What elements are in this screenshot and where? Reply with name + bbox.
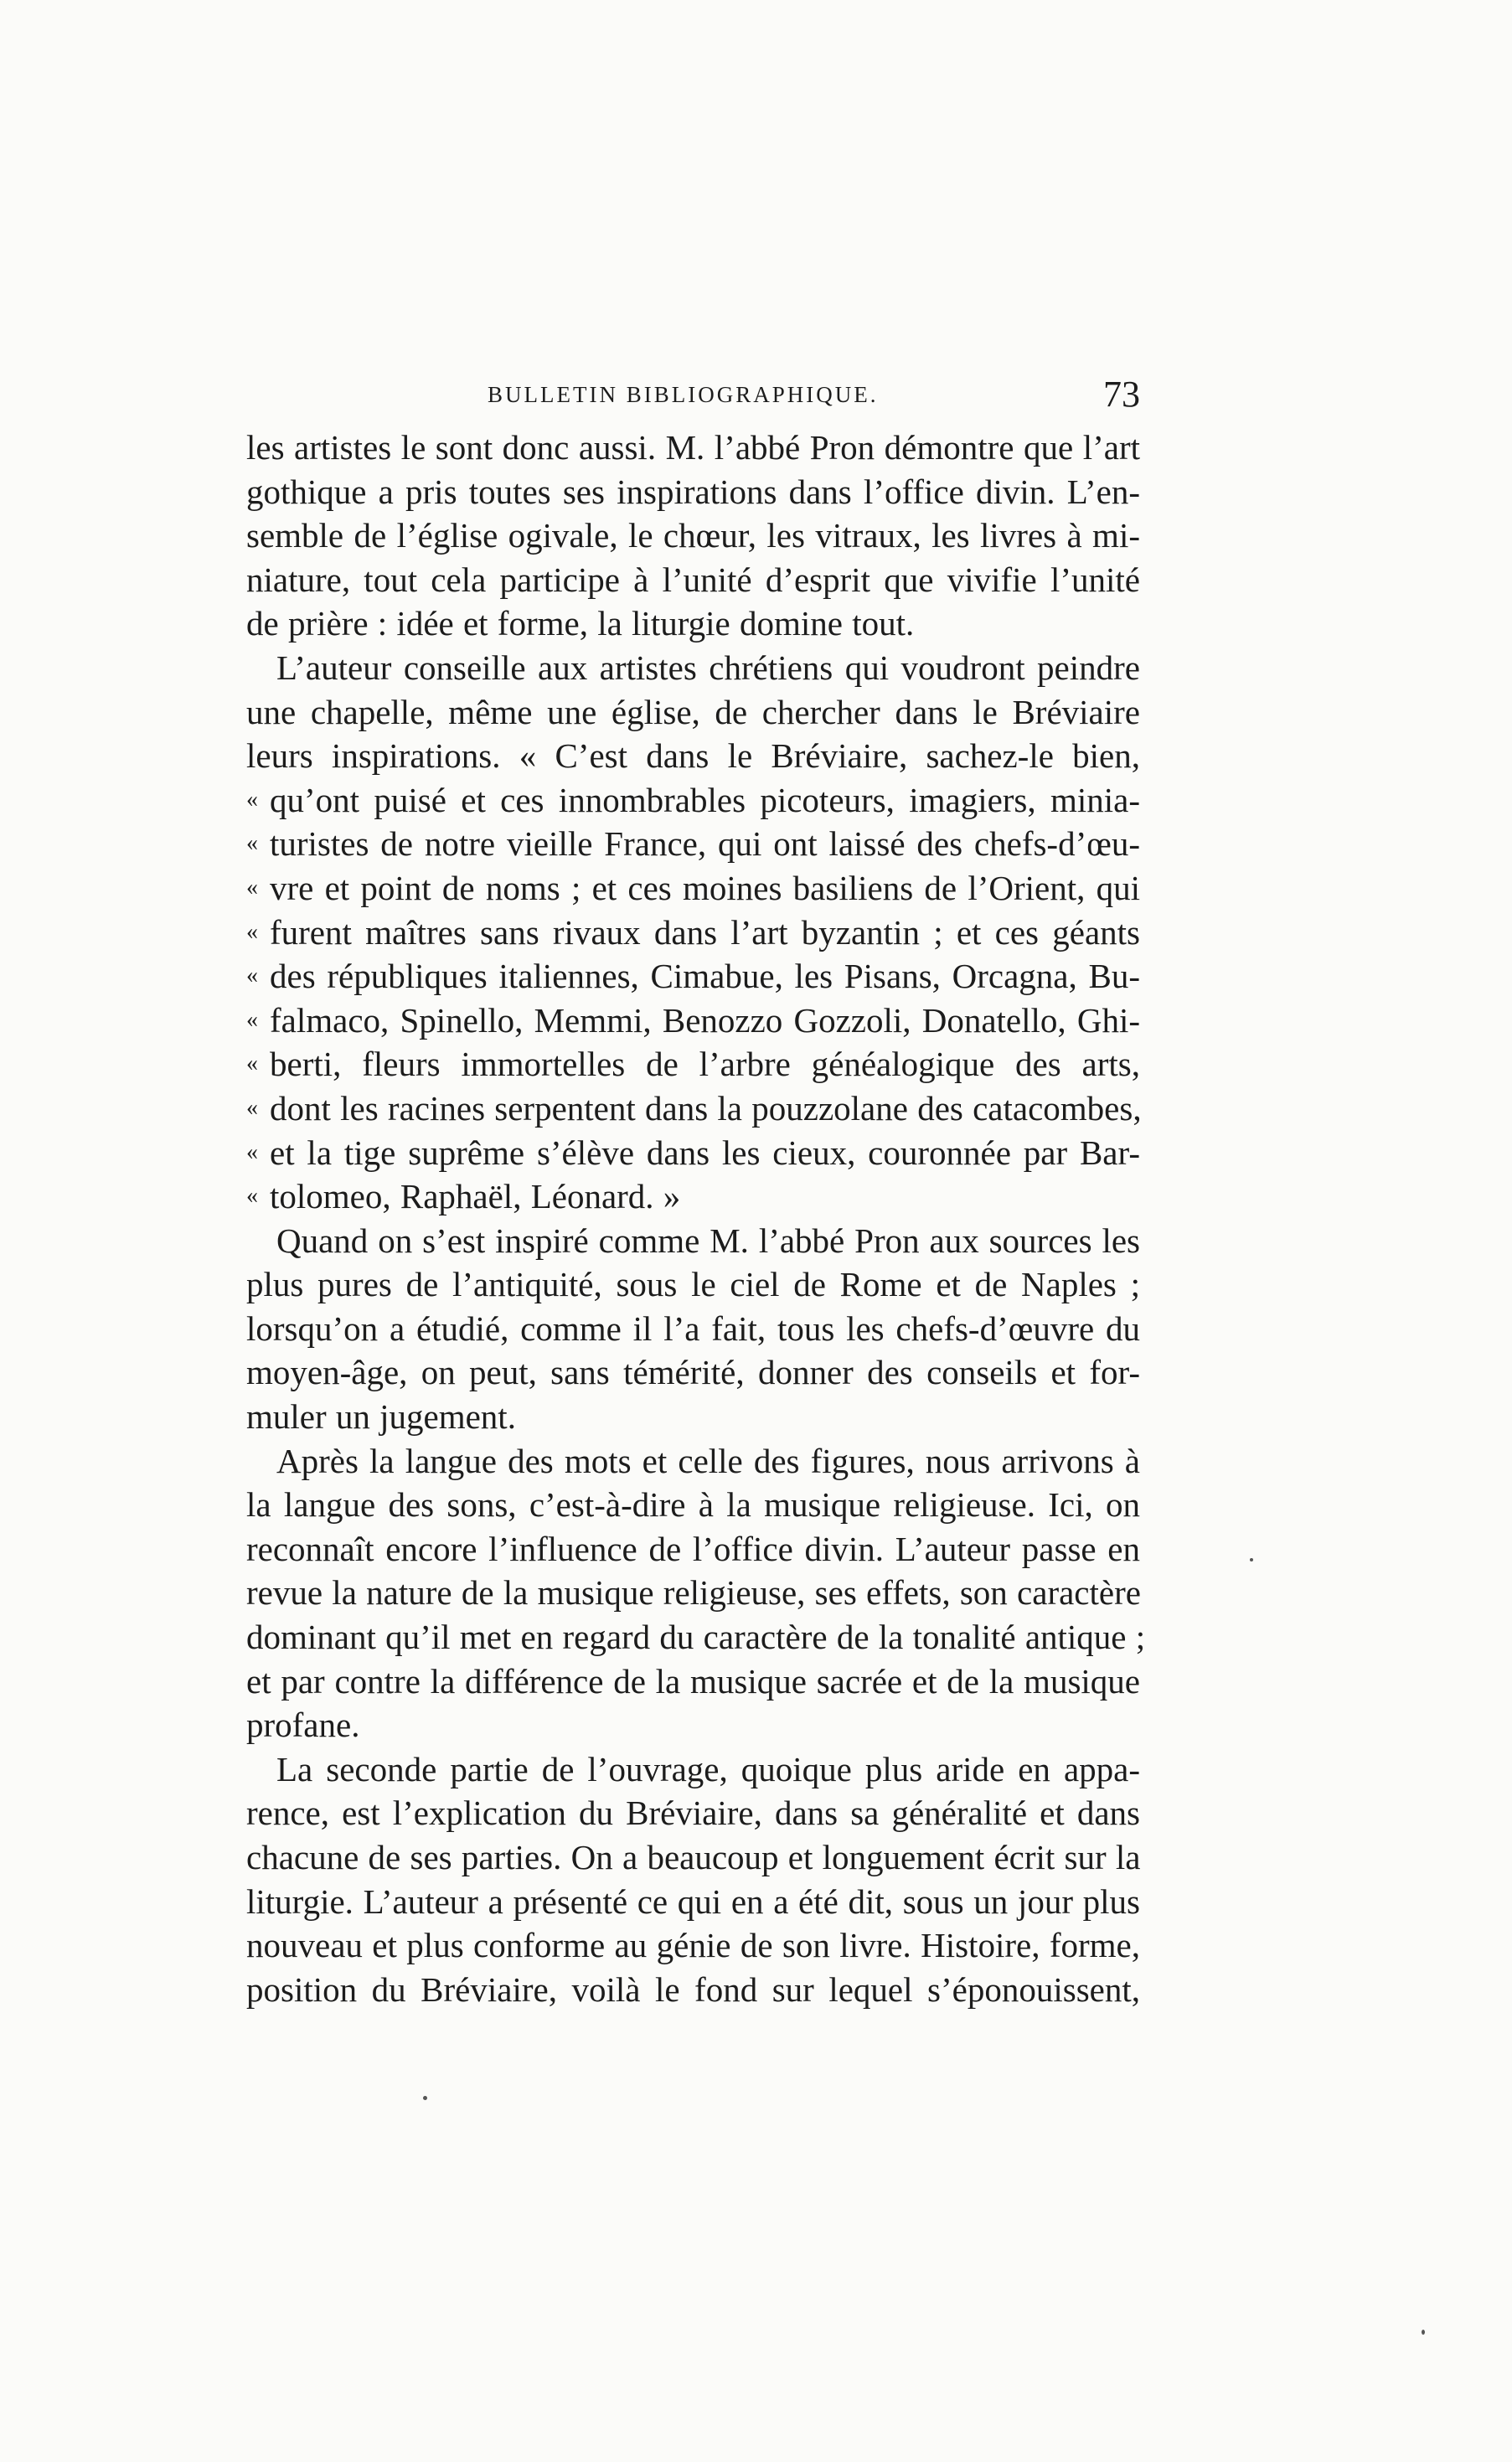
page-number: 73 xyxy=(1103,374,1140,415)
text-line: « vre et point de noms ; et ces moines basiliens de l’Orient, qui xyxy=(246,866,1140,911)
text-line: L’auteur conseille aux artistes chrétiens qui voudront peindre xyxy=(276,648,1140,687)
text-line: les artistes le sont donc aussi. M. l’abbé Pron démontre que l’art xyxy=(246,428,1140,467)
text-line: moyen-âge, on peut, sans témérité, donner des conseils et for- xyxy=(246,1353,1140,1392)
text-line: Quand on s’est inspiré comme M. l’abbé Pron aux sources les xyxy=(276,1221,1140,1260)
text-line: la langue des sons, c’est-à-dire à la musique religieuse. Ici, on xyxy=(246,1485,1140,1525)
text-line: Après la langue des mots et celle des figures, nous arrivons à xyxy=(276,1441,1140,1480)
text-line: liturgie. L’auteur a présenté ce qui en a été dit, sous un jour plus xyxy=(246,1881,1140,1921)
text-line: profane. xyxy=(246,1706,360,1745)
text-line: dominant qu’il met en regard du caractère de la tonalité antique ; xyxy=(246,1618,1146,1657)
scan-speck xyxy=(1250,1558,1253,1561)
text-line: « falmaco, Spinello, Memmi, Benozzo Gozzoli, Donatello, Ghi- xyxy=(246,999,1140,1043)
scan-speck xyxy=(1422,2330,1425,2335)
text-line: nouveau et plus conforme au génie de son livre. Histoire, forme, xyxy=(246,1926,1140,1965)
text-line: lorsqu’on a étudié, comme il l’a fait, tous les chefs-d’œuvre du xyxy=(246,1308,1140,1348)
text-line: niature, tout cela participe à l’unité d’esprit que vivifie l’unité xyxy=(246,560,1140,599)
text-line: rence, est l’explication du Bréviaire, dans sa généralité et dans xyxy=(246,1794,1140,1833)
text-line: muler un jugement. xyxy=(246,1397,516,1437)
text-line: et par contre la différence de la musique sacrée et de la musique xyxy=(246,1661,1140,1701)
text-line: « turistes de notre vieille France, qui ont laissé des chefs-d’œu- xyxy=(246,822,1140,866)
text-line: La seconde partie de l’ouvrage, quoique plus aride en appa- xyxy=(276,1749,1140,1788)
text-line: gothique a pris toutes ses inspirations dans l’office divin. L’en- xyxy=(246,472,1140,511)
text-line: « tolomeo, Raphaël, Léonard. » xyxy=(246,1174,1140,1219)
running-title: BULLETIN BIBLIOGRAPHIQUE. xyxy=(488,382,879,407)
text-line: une chapelle, même une église, de chercher dans le Bréviaire xyxy=(246,692,1140,731)
text-line: semble de l’église ogivale, le chœur, les vitraux, les livres à mi- xyxy=(246,516,1140,555)
scan-speck xyxy=(423,2096,427,2100)
text-line: « qu’ont puisé et ces innombrables picoteurs, imagiers, minia- xyxy=(246,778,1140,823)
text-line: de prière : idée et forme, la liturgie domine tout. xyxy=(246,604,915,643)
text-line: plus pures de l’antiquité, sous le ciel de Rome et de Naples ; xyxy=(246,1265,1140,1304)
text-line: « des républiques italiennes, Cimabue, les Pisans, Orcagna, Bu- xyxy=(246,954,1140,999)
text-line: « dont les racines serpentent dans la pouzzolane des catacombes, xyxy=(246,1086,1140,1131)
text-line: « berti, fleurs immortelles de l’arbre généalogique des arts, xyxy=(246,1042,1140,1086)
body-text xyxy=(246,426,1146,2011)
text-line: position du Bréviaire, voilà le fond sur lequel s’éponouissent, xyxy=(246,1969,1140,2009)
text-line: reconnaît encore l’influence de l’office divin. L’auteur passe en xyxy=(246,1529,1140,1568)
text-line: leurs inspirations. « C’est dans le Bréviaire, sachez-le bien, xyxy=(246,736,1140,776)
text-line: revue la nature de la musique religieuse, ses effets, son caractère xyxy=(246,1573,1141,1613)
text-line: « furent maîtres sans rivaux dans l’art byzantin ; et ces géants xyxy=(246,911,1140,955)
text-line: « et la tige suprême s’élève dans les cieux, couronnée par Bar- xyxy=(246,1131,1140,1175)
text-line: chacune de ses parties. On a beaucoup et longuement écrit sur la xyxy=(246,1838,1141,1876)
